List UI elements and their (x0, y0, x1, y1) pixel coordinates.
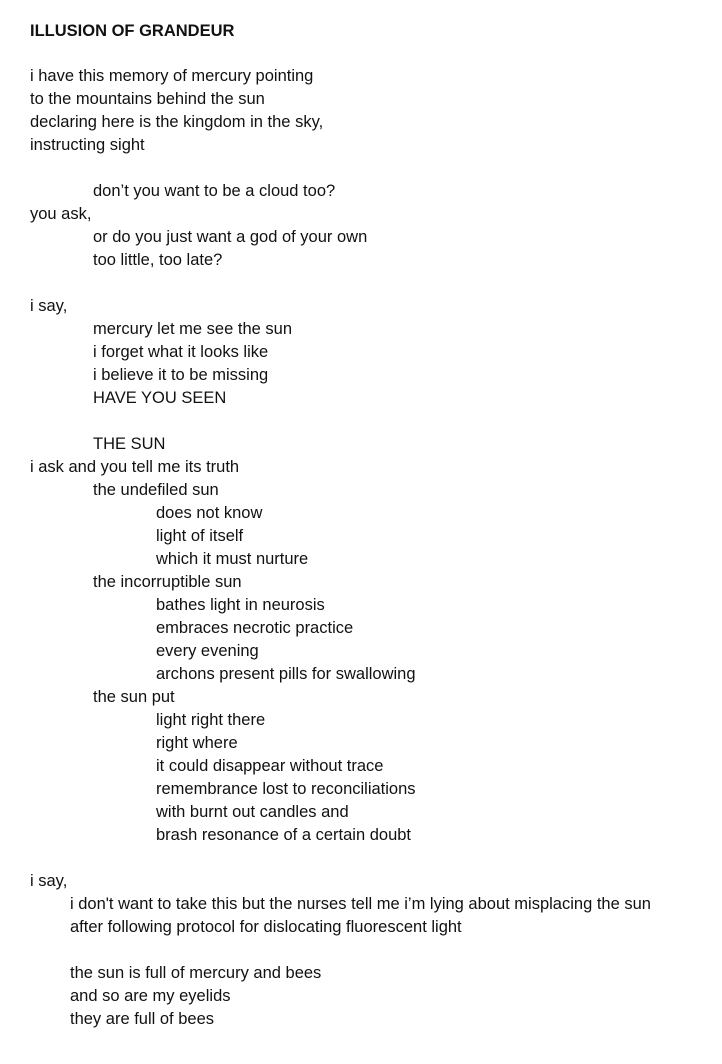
poem-line: THE SUN (93, 435, 166, 453)
poem-line: every evening (156, 642, 259, 660)
poem-body (30, 65, 710, 1031)
stanza-gap (30, 157, 710, 180)
poem-line: too little, too late? (93, 251, 223, 269)
stanza-gap (30, 939, 710, 962)
poem-line: you ask, (30, 205, 92, 223)
poem-line: i forget what it looks like (93, 343, 269, 361)
poem-line: i don't want to take this but the nurses tell me i’m lying about misplacing the sun (70, 895, 651, 913)
stanza-gap (30, 410, 710, 433)
poem-line: with burnt out candles and (156, 803, 349, 821)
poem-line: the incorruptible sun (93, 573, 242, 591)
poem-title: ILLUSION OF GRANDEUR (30, 22, 235, 40)
poem-line: does not know (156, 504, 263, 522)
poem-line: they are full of bees (70, 1010, 215, 1028)
poem-line: it could disappear without trace (156, 757, 384, 775)
poem-line: light of itself (156, 527, 244, 545)
poem-line: the sun put (93, 688, 175, 706)
poem-line: don’t you want to be a cloud too? (93, 182, 336, 200)
poem-line: i ask and you tell me its truth (30, 458, 240, 476)
poem-line: the undefiled sun (93, 481, 219, 499)
poem-line: HAVE YOU SEEN (93, 389, 227, 407)
poem-line: and so are my eyelids (70, 987, 231, 1005)
poem-line: or do you just want a god of your own (93, 228, 368, 246)
poem-line: to the mountains behind the sun (30, 90, 265, 108)
stanza-gap (30, 42, 710, 65)
poem-line: i have this memory of mercury pointing (30, 67, 314, 85)
poem-line: i say, (30, 872, 68, 890)
poem-line: bathes light in neurosis (156, 596, 325, 614)
poem-line: right where (156, 734, 238, 752)
poem-line: which it must nurture (156, 550, 309, 568)
poem-line: mercury let me see the sun (93, 320, 292, 338)
poem-line: i believe it to be missing (93, 366, 269, 384)
poem-line: declaring here is the kingdom in the sky, (30, 113, 324, 131)
stanza-gap (30, 272, 710, 295)
poem-line: after following protocol for dislocating fluorescent light (70, 918, 462, 936)
poem-line: embraces necrotic practice (156, 619, 354, 637)
poem-document (30, 20, 710, 1031)
poem-line: i say, (30, 297, 68, 315)
poem-line: remembrance lost to reconciliations (156, 780, 416, 798)
poem-line: the sun is full of mercury and bees (70, 964, 322, 982)
poem-line: light right there (156, 711, 266, 729)
poem-line: brash resonance of a certain doubt (156, 826, 412, 844)
stanza-gap (30, 847, 710, 870)
poem-line: instructing sight (30, 136, 145, 154)
poem-line: archons present pills for swallowing (156, 665, 416, 683)
